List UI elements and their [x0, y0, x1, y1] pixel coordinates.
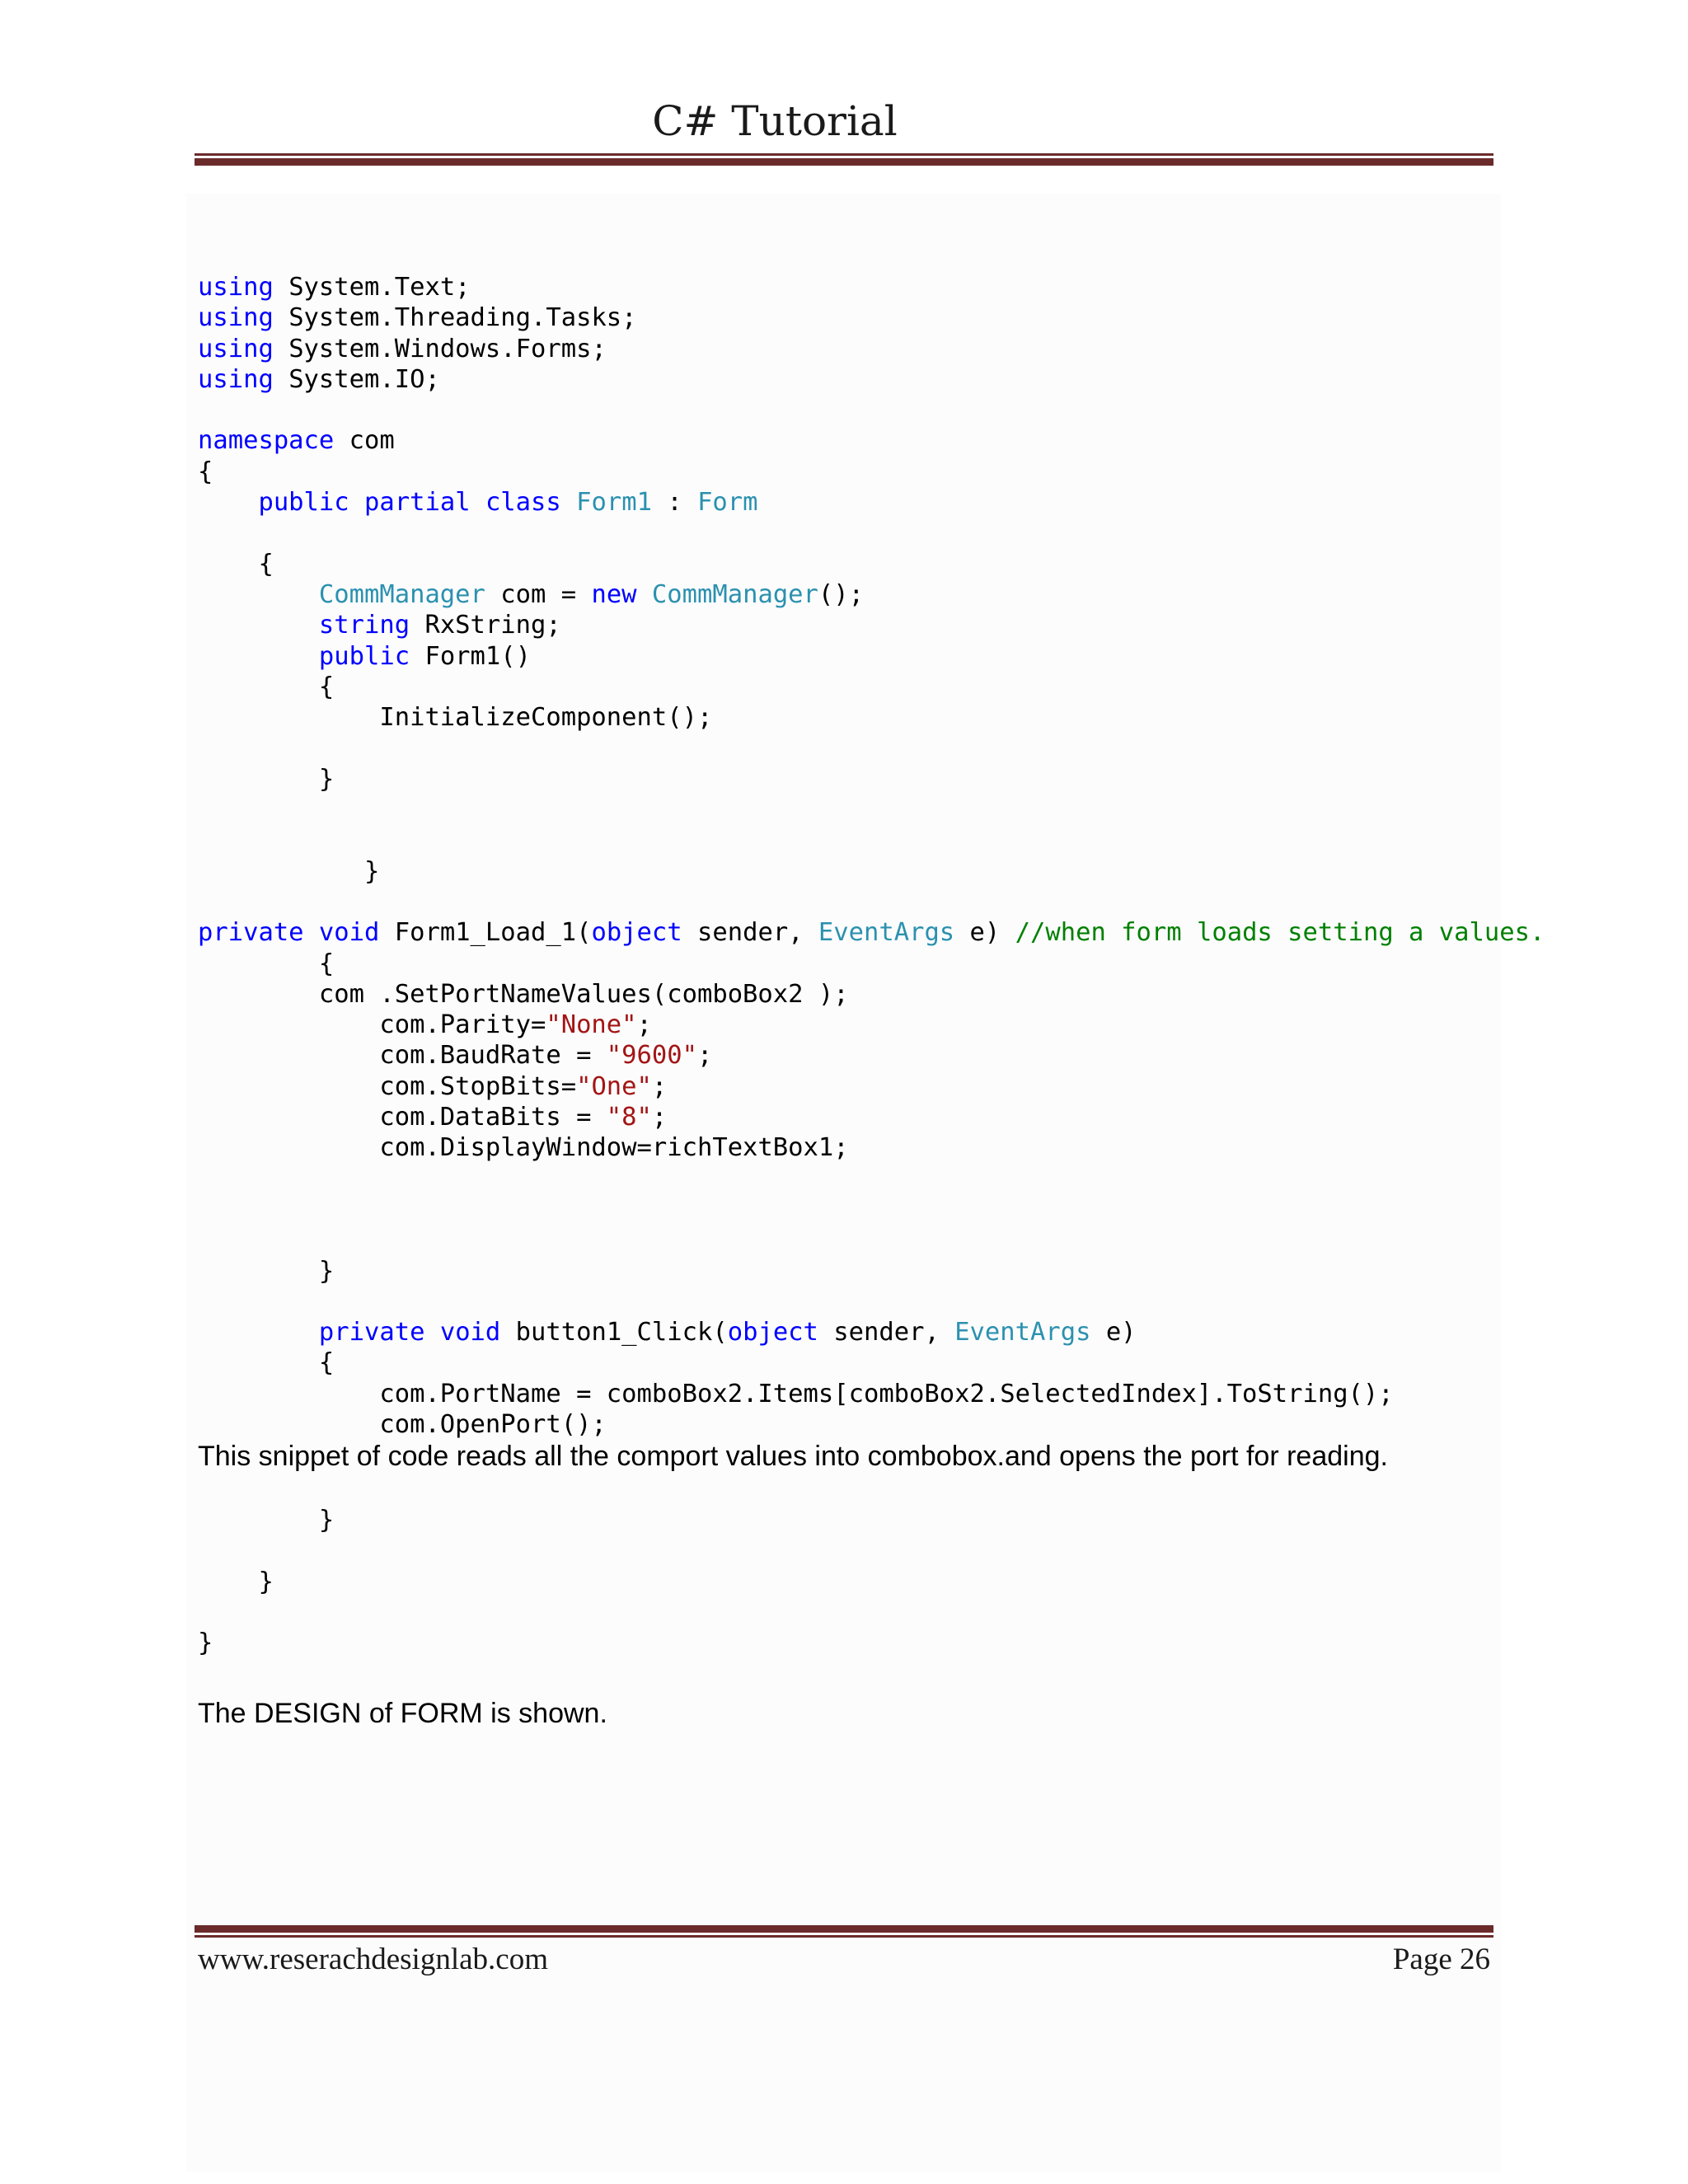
code-line	[198, 856, 1545, 887]
code-token: :	[651, 488, 698, 518]
code-token: using	[198, 273, 274, 302]
code-token: com.DisplayWindow=richTextBox1;	[198, 1133, 849, 1163]
code-token: sender,	[682, 918, 818, 948]
code-token: sender,	[818, 1318, 955, 1347]
code-token	[198, 611, 319, 640]
code-token: class	[485, 488, 561, 518]
code-token: new	[591, 579, 637, 609]
code-token: private	[198, 918, 304, 948]
footer-rule-thick	[195, 1925, 1493, 1933]
code-token: com =	[485, 579, 592, 609]
code-line	[198, 1317, 1545, 1347]
code-token: public	[258, 488, 349, 518]
code-token: ;	[636, 1010, 652, 1040]
code-line	[198, 1286, 1545, 1317]
code-token: namespace	[198, 426, 335, 456]
code-token: ;	[696, 1041, 713, 1071]
design-caption: The DESIGN of FORM is shown.	[198, 1698, 607, 1729]
code-token: System.IO;	[273, 364, 440, 394]
code-line	[198, 887, 1545, 917]
code-line	[198, 979, 1545, 1010]
code-line	[198, 1071, 1545, 1102]
code-line	[198, 1535, 334, 1566]
code-token: public	[318, 641, 410, 671]
code-token: Form	[697, 488, 758, 518]
code-line	[198, 364, 1545, 395]
code-token: EventArgs	[954, 1318, 1091, 1347]
code-line	[198, 672, 1545, 702]
code-token: "8"	[606, 1103, 652, 1132]
code-token: com .SetPortNameValues(comboBox2 );	[198, 979, 849, 1009]
code-line	[198, 794, 1545, 825]
code-line	[198, 579, 1545, 610]
code-token: e)	[1090, 1318, 1137, 1347]
code-line	[198, 1194, 1545, 1225]
code-line	[198, 610, 1545, 640]
code-token: com.PortName = comboBox2.Items[comboBox2.SelectedIndex].ToString();	[198, 1379, 1394, 1408]
code-token: EventArgs	[818, 918, 955, 948]
code-token	[349, 488, 364, 517]
code-line	[198, 425, 1545, 456]
code-token: using	[198, 303, 274, 333]
code-line	[198, 1409, 1545, 1440]
code-line	[198, 272, 1545, 302]
code-token: com.Parity=	[198, 1010, 546, 1040]
code-token	[198, 488, 258, 517]
code-line	[198, 1102, 1545, 1132]
code-line: }	[198, 1629, 213, 1658]
code-token: }	[198, 1256, 335, 1286]
code-closing-braces	[198, 1505, 334, 1658]
code-token: object	[591, 918, 682, 948]
code-token: }	[198, 856, 380, 886]
code-line	[198, 949, 1545, 979]
code-line	[198, 549, 1545, 579]
code-line	[198, 1597, 334, 1628]
code-token: com.DataBits =	[198, 1103, 607, 1132]
code-token: System.Windows.Forms;	[273, 334, 607, 363]
code-token: com	[334, 426, 395, 456]
code-line	[198, 1132, 1545, 1163]
code-token	[471, 488, 485, 517]
code-token: partial	[364, 488, 471, 518]
code-token: ;	[651, 1071, 668, 1101]
code-line	[198, 334, 1545, 364]
code-token: System.Threading.Tasks;	[273, 303, 637, 333]
code-line	[198, 1347, 1545, 1378]
code-token: RxString;	[410, 611, 561, 640]
code-line	[198, 733, 1545, 763]
code-token: private	[318, 1318, 425, 1347]
code-token	[424, 1318, 439, 1347]
code-token: Form1	[576, 488, 652, 518]
code-line	[198, 702, 1545, 733]
page-number: Page 26	[1392, 1943, 1490, 1976]
code-token: {	[198, 457, 213, 486]
code-line	[198, 395, 1545, 425]
code-line	[198, 917, 1545, 948]
code-line	[198, 825, 1545, 855]
code-line	[198, 1164, 1545, 1194]
code-line	[198, 302, 1545, 333]
code-token	[198, 1318, 319, 1347]
code-token: ();	[818, 579, 865, 609]
code-line	[198, 487, 1545, 518]
code-line	[198, 641, 1545, 672]
code-line	[198, 518, 1545, 548]
code-line: }	[198, 1506, 335, 1535]
code-line	[198, 1010, 1545, 1040]
code-listing	[198, 272, 1545, 1440]
code-token: button1_Click(	[500, 1318, 728, 1347]
header-rule-thick	[195, 158, 1493, 166]
code-line	[198, 1225, 1545, 1255]
code-token: e)	[954, 918, 1015, 948]
code-token: void	[318, 918, 380, 948]
code-token: com.OpenPort();	[198, 1409, 607, 1439]
code-token	[198, 642, 319, 671]
code-token: using	[198, 364, 274, 394]
code-token: "One"	[576, 1071, 652, 1101]
code-token: {	[198, 672, 335, 701]
code-token: InitializeComponent();	[198, 703, 713, 733]
code-line	[198, 764, 1545, 794]
code-token: string	[318, 611, 410, 640]
code-line	[198, 1040, 1545, 1071]
code-token: object	[727, 1318, 818, 1347]
header-title: C# Tutorial	[652, 97, 898, 145]
code-token: {	[198, 549, 274, 579]
footer-rule-thin	[195, 1935, 1493, 1938]
code-token: CommManager	[651, 579, 818, 609]
code-description: This snippet of code reads all the comport values into combobox.and opens the port for reading.	[198, 1441, 1388, 1472]
code-token	[304, 918, 319, 947]
code-line: }	[198, 1567, 274, 1596]
code-token: using	[198, 334, 274, 363]
code-token: CommManager	[318, 579, 485, 609]
code-token	[561, 488, 576, 517]
code-token: com.BaudRate =	[198, 1041, 607, 1071]
code-line	[198, 1256, 1545, 1286]
code-token: Form1()	[410, 641, 531, 671]
footer-url: www.reserachdesignlab.com	[198, 1943, 548, 1976]
code-token: {	[198, 1348, 335, 1378]
code-line	[198, 457, 1545, 487]
header-rule-thin	[195, 153, 1493, 156]
code-token: "None"	[546, 1010, 637, 1040]
code-token: ;	[651, 1103, 668, 1132]
code-line	[198, 1379, 1545, 1409]
code-token: com.StopBits=	[198, 1071, 577, 1101]
code-token: //when form loads setting a values.	[1015, 918, 1545, 948]
code-token	[637, 580, 652, 609]
code-token: Form1_Load_1(	[379, 918, 592, 948]
code-token	[198, 580, 319, 609]
code-token: System.Text;	[273, 273, 471, 302]
code-token: "9600"	[606, 1041, 697, 1071]
code-token: {	[198, 949, 335, 978]
code-token: void	[439, 1318, 501, 1347]
code-token: }	[198, 764, 335, 794]
